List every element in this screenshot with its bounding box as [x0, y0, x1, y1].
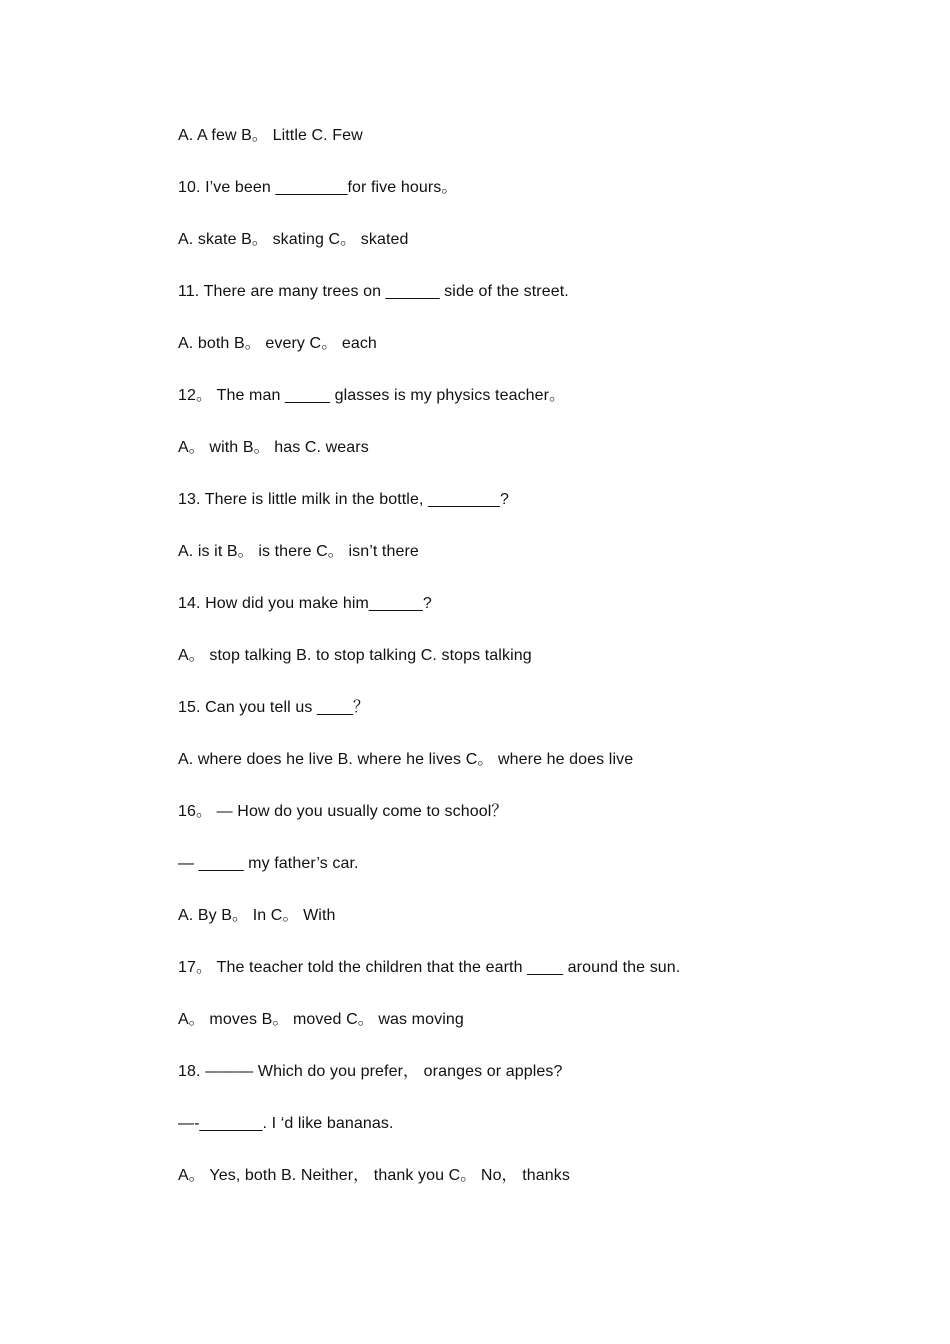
question-18: 18. ——— Which do you prefer， oranges or apples? [178, 1063, 563, 1080]
options-line-17: A。 moves B。 moved C。 was moving [178, 1011, 464, 1028]
options-line-14: A。 stop talking B. to stop talking C. stops talking [178, 647, 532, 664]
question-10: 10. I’ve been ________for five hours。 [178, 179, 458, 196]
options-line-12: A。 with B。 has C. wears [178, 439, 369, 456]
options-line-16: A. By B。 In C。 With [178, 907, 336, 924]
question-17: 17。 The teacher told the children that the earth ____ around the sun. [178, 959, 681, 976]
options-line-11: A. both B。 every C。 each [178, 335, 377, 352]
options-line-15: A. where does he live B. where he lives C。 where he does live [178, 751, 634, 768]
question-13: 13. There is little milk in the bottle, ________? [178, 491, 510, 508]
question-14: 14. How did you make him______? [178, 595, 432, 612]
options-line-18: A。 Yes, both B. Neither， thank you C。 No， thanks [178, 1167, 570, 1184]
question-18-response: —-_______. I ‘d like bananas. [178, 1115, 394, 1132]
question-16-response: — _____ my father’s car. [178, 855, 359, 872]
question-15: 15. Can you tell us ____？ [178, 699, 370, 716]
options-line-10: A. skate B。 skating C。 skated [178, 231, 409, 248]
question-list [178, 124, 898, 1216]
options-line-9: A. A few B。 Little C. Few [178, 127, 363, 144]
question-12: 12。 The man _____ glasses is my physics teacher。 [178, 387, 566, 404]
question-11: 11. There are many trees on ______ side of the street. [178, 283, 569, 300]
options-line-13: A. is it B。 is there C。 isn’t there [178, 543, 419, 560]
question-16: 16。 — How do you usually come to school？ [178, 803, 508, 820]
